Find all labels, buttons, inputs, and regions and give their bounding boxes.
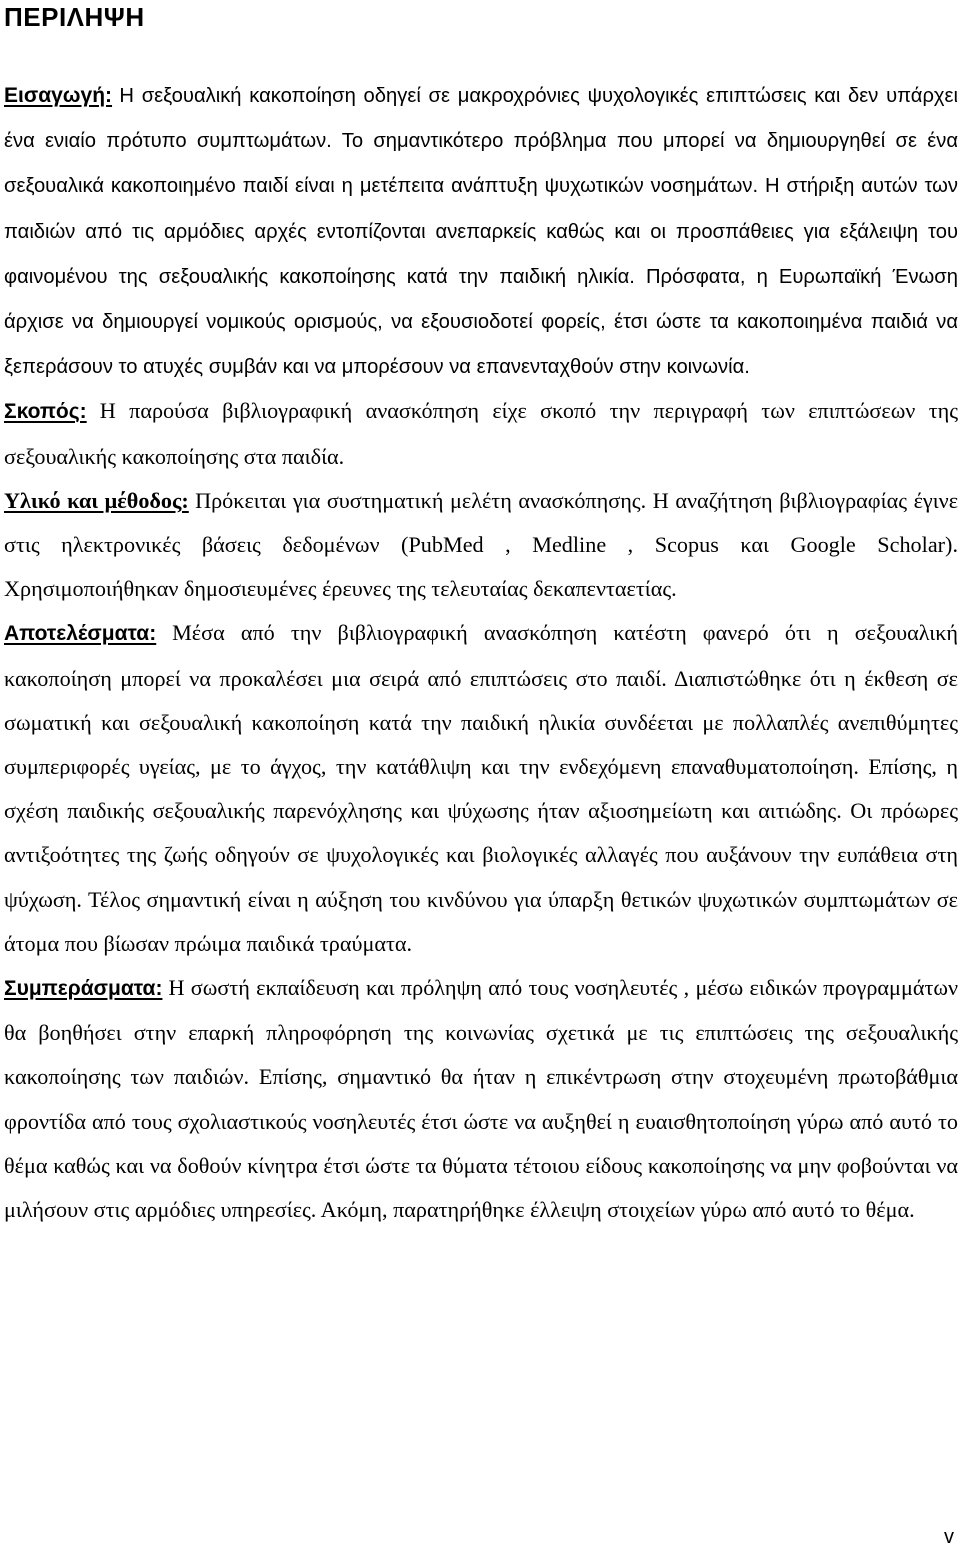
methods-text: Πρόκειται για συστηματική μελέτη ανασκόπησης. Η αναζήτηση βιβλιογραφίας έγινε στις ηλεκτρονικές βάσεις δεδομένων (PubMed , Medline , Scopus και Google Scholar). Χρησιμοποιήθηκαν δημοσιευμένες έρευνες της τελευταίας δεκαπενταετίας. — [4, 487, 959, 602]
introduction-text: Η σεξουαλική κακοποίηση οδηγεί σε μακροχρόνιες ψυχολογικές επιπτώσεις και δεν υπάρχει ένα ενιαίο πρότυπο συμπτωμάτων. Το σημαντικότερο πρόβλημα που μπορεί να δημιουργηθεί σε ένα σεξουαλικά κακοποιημένο παιδί είναι η μετέπειτα ανάπτυξη ψυχωτικών νοσημάτων. Η στήριξη αυτών των παιδιών από τις αρμόδιες αρχές εντοπίζονται ανεπαρκείς καθώς και οι προσπάθειες για εξάλειψη του φαινομένου της σεξουαλικής κακοποίησης κατά την παιδική ηλικία. Πρόσφατα, η Ευρωπαϊκή Ένωση άρχισε να δημιουργεί νομικούς ορισμούς, να εξουσιοδοτεί φορείς, έτσι ώστε τα κακοποιημένα παιδιά να ξεπεράσουν το ατυχές συμβάν και να μπορέσουν να επανενταχθούν στην κοινωνία. — [4, 85, 959, 379]
aim-text: Η παρούσα βιβλιογραφική ανασκόπηση είχε σκοπό την περιγραφή των επιπτώσεων της σεξουαλικής κακοποίησης στα παιδία. — [4, 398, 959, 469]
aim-paragraph — [4, 389, 958, 478]
results-text: Μέσα από την βιβλιογραφική ανασκόπηση κατέστη φανερό ότι η σεξουαλική κακοποίηση μπορεί να προκαλέσει μια σειρά από επιπτώσεις στο παιδί. Διαπιστώθηκε ότι η έκθεση σε σωματική και σεξουαλική κακοποίηση κατά την παιδική ηλικία συνδέεται με πολλαπλές ανεπιθύμητες συμπεριφορές υγείας, με το άγχος, την κατάθλιψη και την ενδεχόμενη επαναθυματοποίηση. Επίσης, η σχέση παιδικής σεξουαλικής παρενόχλησης και ψύχωσης ήταν αξιοσημείωτη και αιτιώδης. Οι πρόωρες αντιξοότητες της ζωής οδηγούν σε ψυχολογικές και βιολογικές αλλαγές που αυξάνουν την ευπάθεια στη ψύχωση. Τέλος σημαντική είναι η αύξηση του κινδύνου για ύπαρξη θετικών ψυχωτικών συμπτωμάτων σε άτομα που βίωσαν πρώιμα παιδικά τραύματα. — [4, 620, 959, 956]
page-title: ΠΕΡΙΛΗΨΗ — [4, 2, 145, 32]
abstract-page — [4, 0, 958, 1232]
abstract-body — [4, 73, 958, 1232]
introduction-label: Εισαγωγή: — [4, 84, 113, 107]
conclusions-label: Συμπεράσματα: — [4, 977, 163, 1001]
conclusions-paragraph — [4, 966, 958, 1232]
aim-label: Σκοπός: — [4, 400, 87, 424]
results-label: Αποτελέσματα: — [4, 622, 157, 646]
results-paragraph — [4, 611, 958, 966]
methods-label: Υλικό και μέθοδος: — [4, 487, 189, 513]
methods-paragraph — [4, 479, 958, 612]
conclusions-text: Η σωστή εκπαίδευση και πρόληψη από τους νοσηλευτές , μέσω ειδικών προγραμμάτων θα βοηθήσει στην επαρκή πληροφόρηση της κοινωνίας σχετικά με τις επιπτώσεις της σεξουαλικής κακοποίησης των παιδιών. Επίσης, σημαντικό θα ήταν η επικέντρωση στην στοχευμένη πρωτοβάθμια φροντίδα από τους σχολιαστικούς νοσηλευτές έτσι ώστε να αυξηθεί η ευαισθητοποίηση γύρω από αυτό το θέμα καθώς και να δοθούν κίνητρα έτσι ώστε τα θύματα τέτοιου είδους κακοποίησης να μην φοβούνται να μιλήσουν στις αρμόδιες υπηρεσίες. Ακόμη, παρατηρήθηκε έλλειψη στοιχείων γύρω από αυτό το θέμα. — [4, 975, 959, 1223]
page-number: v — [944, 1526, 954, 1548]
introduction-paragraph — [4, 73, 958, 389]
